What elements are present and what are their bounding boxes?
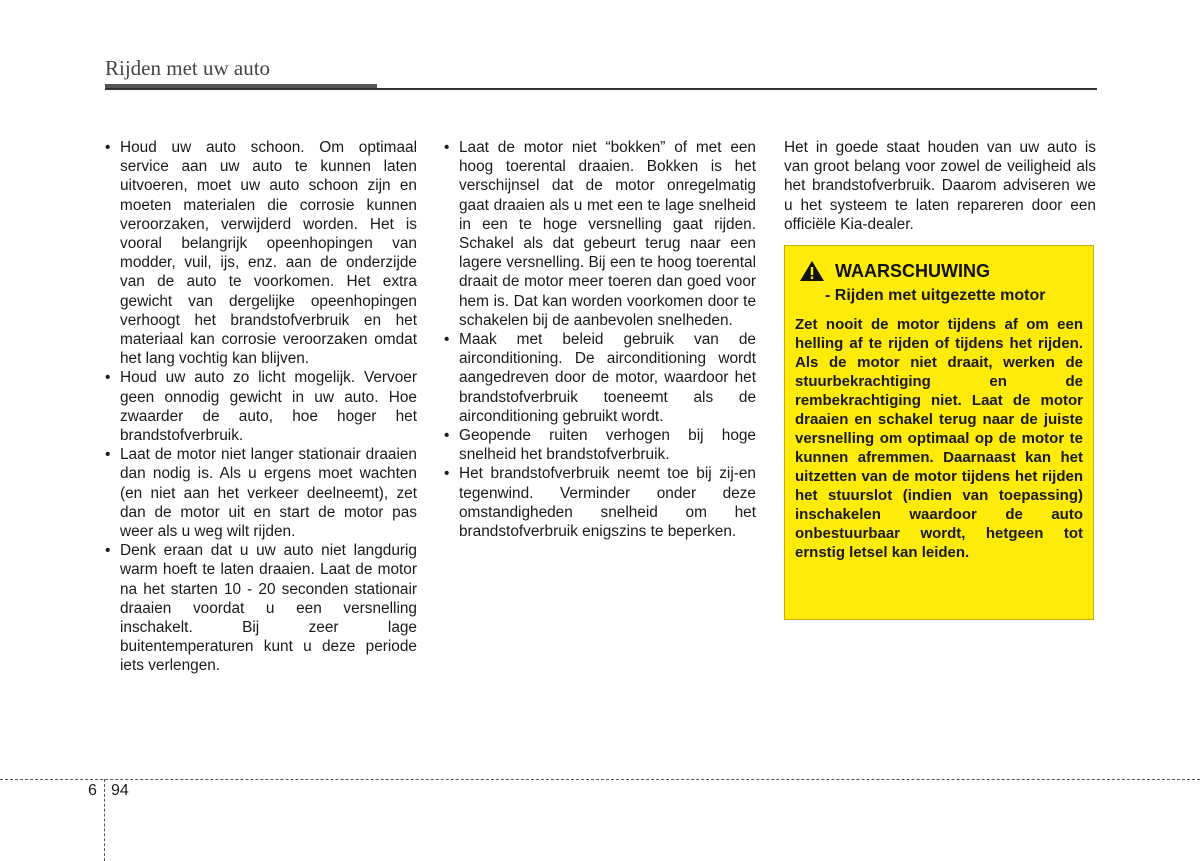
footer-vertical-divider — [104, 779, 105, 861]
list-item: • Houd uw auto zo licht mogelijk. Vervoer geen onnodig gewicht in uw auto. Hoe zwaarder de auto, hoe hoger het brandstofverbruik. — [103, 368, 417, 445]
column-3 — [784, 138, 1096, 234]
bullet-list-2 — [442, 138, 756, 541]
list-item: • Denk eraan dat u uw auto niet langdurig warm hoeft te laten draaien. Laat de motor na het starten 10 - 20 seconden stationair draaien voordat u een versnelling inschakelt. Bij zeer lage buitentemperaturen kunt u deze periode iets verlengen. — [103, 541, 417, 675]
header-rule — [105, 88, 1097, 90]
intro-paragraph: Het in goede staat houden van uw auto is van groot belang voor zowel de veiligheid als het brandstofverbruik. Daarom adviseren we u het systeem te laten repareren door een officiële Kia-dealer. — [784, 139, 1096, 233]
chapter-number: 6 — [88, 782, 97, 799]
page-number: 94 — [111, 782, 129, 799]
list-item: • Laat de motor niet langer stationair draaien dan nodig is. Als u ergens moet wachten (en niet aan het verkeer deelneemt), zet dan de motor uit en start de motor pas weer als u weg wilt rijden. — [103, 445, 417, 541]
column-2 — [442, 138, 756, 541]
list-item: • Laat de motor niet “bokken” of met een hoog toerental draaien. Bokken is het verschijnsel dat de motor onregelmatig gaat draaien als u met een te lage snelheid in een te hoge versnelling gaat rijden. Schakel als dat gebeurt terug naar een lagere versnelling. Bij een te hoog toerental draait de motor meer toeren dan goed voor hem is. Dat kan worden voorkomen door te schakelen bij de aanbevolen snelheden. — [442, 138, 756, 330]
warning-triangle-icon — [799, 260, 825, 282]
list-item: • Houd uw auto schoon. Om optimaal service aan uw auto te kunnen laten uitvoeren, moet uw auto schoon zijn en moeten materialen die corrosie kunnen veroorzaken, verwijderd worden. Het is vooral belangrijk opeenhopingen van modder, vuil, ijs, enz. aan de onderzijde van de auto te voorkomen. Het extra gewicht van dergelijke opeenhopingen verhoogt het brandstofverbruik en het materiaal kan corrosie veroorzaken omdat het lang vochtig kan blijven. — [103, 138, 417, 368]
warning-body: Zet nooit de motor tijdens af om een helling af te rijden of tijdens het rijden. Als de motor niet draait, werken de stuurbekrachtiging en de rembekrachtiging niet. Laat de motor draaien en schakel terug naar de juiste versnelling om optimaal op de motor te kunnen afremmen. Daarnaast kan het uitzetten van de motor tijdens het rijden het stuurslot (indien van toepassing) inschakelen waardoor de auto onbestuurbaar wordt, hetgeen tot ernstig letsel kan leiden. — [795, 316, 1083, 561]
page-header-title: Rijden met uw auto — [105, 56, 271, 80]
bullet-list-1 — [103, 138, 417, 676]
warning-box — [784, 245, 1094, 620]
list-item: • Het brandstofverbruik neemt toe bij zij-en tegenwind. Verminder onder deze omstandigheden snelheid om het brandstofverbruik enigszins te beperken. — [442, 464, 756, 541]
warning-title: WAARSCHUWING — [835, 260, 990, 281]
warning-subtitle: - Rijden met uitgezette motor — [825, 287, 1046, 304]
warning-header — [795, 260, 1083, 282]
list-item: • Geopende ruiten verhogen bij hoge snelheid het brandstofverbruik. — [442, 426, 756, 464]
footer-divider — [0, 779, 1200, 780]
list-item: • Maak met beleid gebruik van de airconditioning. De airconditioning wordt aangedreven door de motor, waardoor het brandstofverbruik toeneemt als de airconditioning gebruikt wordt. — [442, 330, 756, 426]
column-1 — [103, 138, 417, 676]
